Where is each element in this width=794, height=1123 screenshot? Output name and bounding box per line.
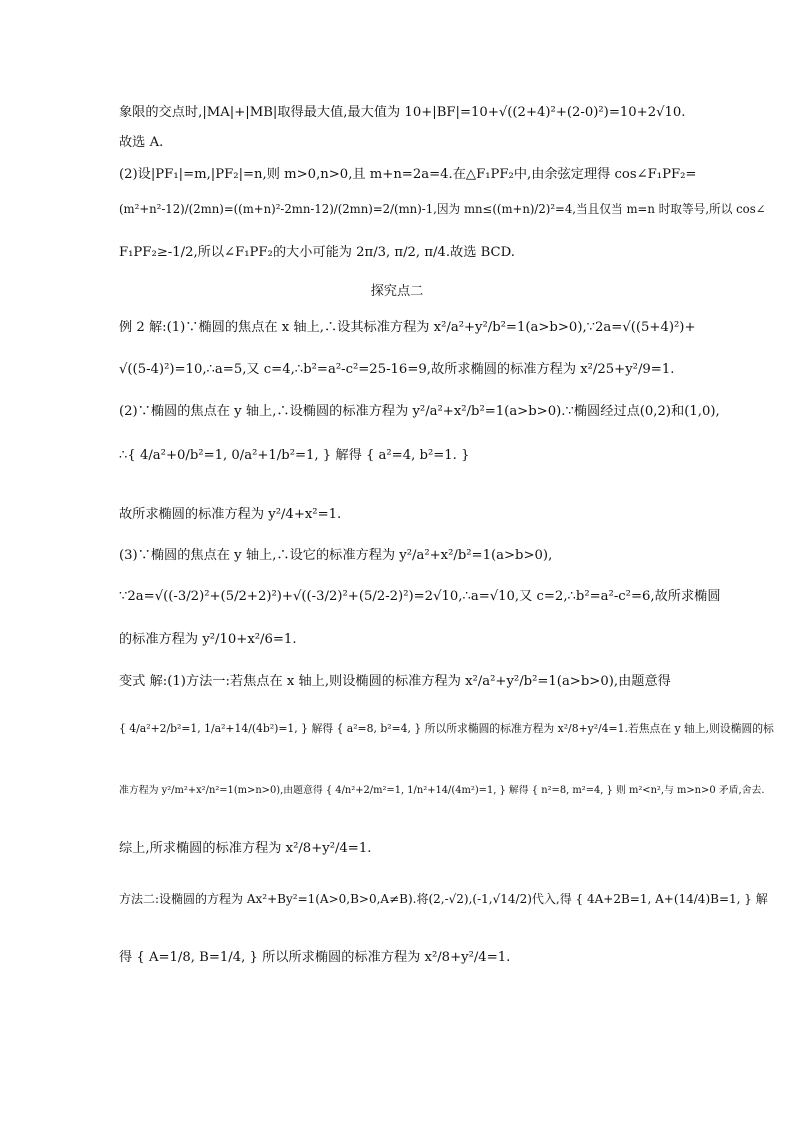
text-line: (2)设|PF₁|=m,|PF₂|=n,则 m>0,n>0,且 m+n=2a=4.在△F₁PF₂中,由余弦定理得 cos∠F₁PF₂= (119, 167, 697, 182)
text-line: (3)∵椭圆的焦点在 y 轴上,∴设它的标准方程为 y²/a²+x²/b²=1(a>b>0), (119, 548, 553, 563)
equation-system: { 4/a²+2/b²=1, 1/a²+14/(4b²)=1, } 解得 { a²=8, b²=4, } 所以所求椭圆的标准方程为 x²/8+y²/4=1.若焦点在 y 轴上,则设椭圆的标 (119, 722, 774, 735)
text-line: 变式 解:(1)方法一:若焦点在 x 轴上,则设椭圆的标准方程为 x²/a²+y²/b²=1(a>b>0),由题意得 (119, 674, 671, 689)
text-line: √((5-4)²)=10,∴a=5,又 c=4,∴b²=a²-c²=25-16=9,故所求椭圆的标准方程为 x²/25+y²/9=1. (119, 362, 675, 377)
text-line: F₁PF₂≥-1/2,所以∠F₁PF₂的大小可能为 2π/3, π/2, π/4.故选 BCD. (119, 245, 515, 260)
equation-system: ∴{ 4/a²+0/b²=1, 0/a²+1/b²=1, } 解得 { a²=4, b²=1. } (119, 448, 470, 463)
text-line: (2)∵椭圆的焦点在 y 轴上,∴设椭圆的标准方程为 y²/a²+x²/b²=1(a>b>0).∵椭圆经过点(0,2)和(1,0), (119, 404, 720, 419)
text-line: 综上,所求椭圆的标准方程为 x²/8+y²/4=1. (119, 841, 372, 856)
text-line: 故所求椭圆的标准方程为 y²/4+x²=1. (119, 507, 342, 522)
text-line: 的标准方程为 y²/10+x²/6=1. (119, 632, 297, 647)
text-line: 象限的交点时,|MA|+|MB|取得最大值,最大值为 10+|BF|=10+√((2+4)²+(2-0)²)=10+2√10. (119, 105, 686, 120)
equation-system: 方法二:设椭圆的方程为 Ax²+By²=1(A>0,B>0,A≠B).将(2,-√2),(-1,√14/2)代入,得 { 4A+2B=1, A+(14/4)B=1, } 解 (119, 892, 768, 906)
text-line: (m²+n²-12)/(2mn)=((m+n)²-2mn-12)/(2mn)=2/(mn)-1,因为 mn≤((m+n)/2)²=4,当且仅当 m=n 时取等号,所以 cos∠ (119, 202, 766, 216)
text-line: ∵2a=√((-3/2)²+(5/2+2)²)+√((-3/2)²+(5/2-2)²)=2√10,∴a=√10,又 c=2,∴b²=a²-c²=6,故所求椭圆 (119, 589, 721, 604)
equation-system: 准方程为 y²/m²+x²/n²=1(m>n>0),由题意得 { 4/n²+2/m²=1, 1/n²+14/(4m²)=1, } 解得 { n²=8, m²=4, } 则 m²<n²,与 m>n>0 矛盾,舍去. (119, 785, 765, 796)
text-line: 例 2 解:(1)∵椭圆的焦点在 x 轴上,∴设其标准方程为 x²/a²+y²/b²=1(a>b>0),∵2a=√((5+4)²)+ (119, 320, 696, 335)
text-line: 故选 A. (119, 135, 164, 150)
equation-system: 得 { A=1/8, B=1/4, } 所以所求椭圆的标准方程为 x²/8+y²/4=1. (119, 950, 511, 965)
section-heading: 探究点二 (370, 284, 424, 299)
